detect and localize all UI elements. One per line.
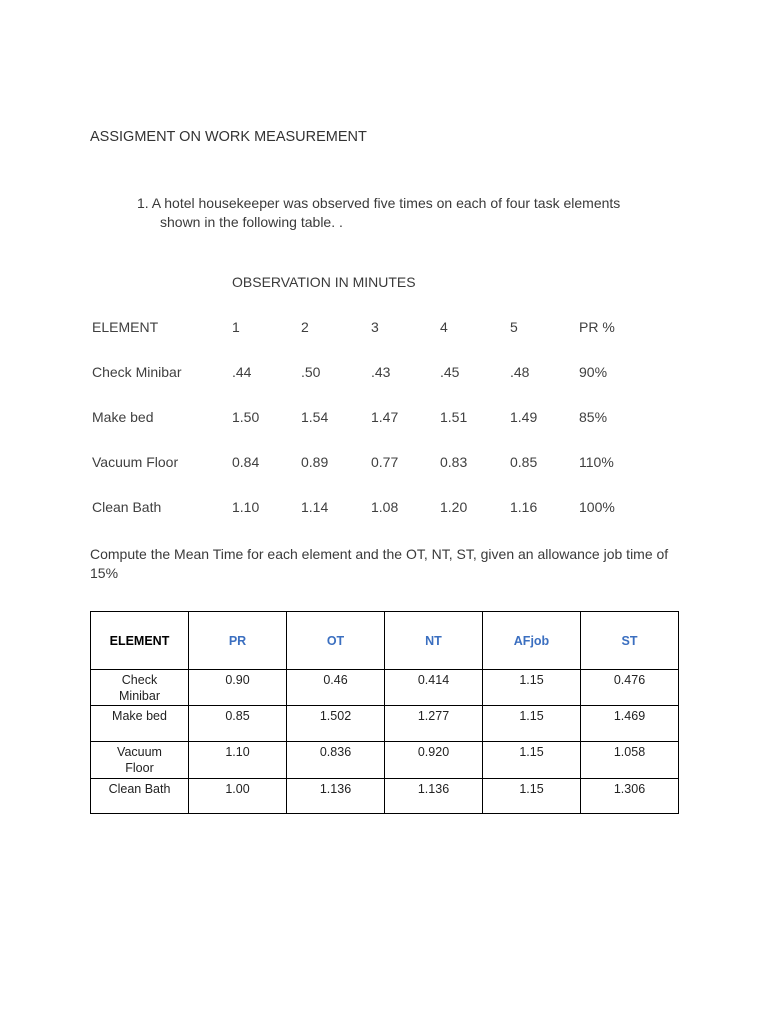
results-cell: 1.058	[581, 742, 679, 779]
results-cell: 1.00	[189, 779, 287, 814]
results-header-row	[91, 612, 679, 670]
obs-cell: 1.47	[371, 409, 399, 425]
results-cell: 0.46	[287, 670, 385, 706]
obs-cell-element: Make bed	[92, 409, 154, 425]
obs-cell: .50	[301, 364, 321, 380]
results-cell-element: Clean Bath	[91, 779, 189, 814]
obs-cell-element: Vacuum Floor	[92, 454, 179, 470]
results-cell: 0.920	[385, 742, 483, 779]
obs-cell: 1.54	[301, 409, 329, 425]
results-cell-element	[91, 670, 189, 706]
obs-cell: 0.89	[301, 454, 329, 470]
obs-cell: 0.83	[440, 454, 468, 470]
obs-cell: 0.77	[371, 454, 399, 470]
results-cell: 1.136	[385, 779, 483, 814]
results-header-st: ST	[581, 612, 679, 670]
results-cell: 1.277	[385, 706, 483, 742]
results-header-afjob: AFjob	[483, 612, 581, 670]
question-line-2: shown in the following table. .	[160, 214, 343, 230]
obs-header-2: 2	[301, 319, 309, 335]
obs-cell: .45	[440, 364, 460, 380]
results-cell: 1.15	[483, 670, 581, 706]
obs-header-1: 1	[232, 319, 240, 335]
obs-cell: .43	[371, 364, 391, 380]
obs-cell: 1.50	[232, 409, 260, 425]
results-cell: 0.90	[189, 670, 287, 706]
results-header-ot: OT	[287, 612, 385, 670]
results-cell: 0.836	[287, 742, 385, 779]
obs-cell: 0.85	[510, 454, 538, 470]
results-cell: 1.469	[581, 706, 679, 742]
results-table	[90, 611, 679, 814]
results-cell: 1.502	[287, 706, 385, 742]
results-header-element: ELEMENT	[91, 612, 189, 670]
obs-cell: 0.84	[232, 454, 260, 470]
obs-cell: 1.20	[440, 499, 468, 515]
results-cell: 1.15	[483, 779, 581, 814]
results-cell-element	[91, 742, 189, 779]
results-cell: 0.414	[385, 670, 483, 706]
table-row	[91, 742, 679, 779]
obs-cell-pr: 90%	[579, 364, 608, 380]
results-header-nt: NT	[385, 612, 483, 670]
obs-cell: .44	[232, 364, 252, 380]
obs-cell: .48	[510, 364, 530, 380]
obs-cell-element: Clean Bath	[92, 499, 162, 515]
document-title: ASSIGMENT ON WORK MEASUREMENT	[90, 129, 367, 145]
obs-cell-element: Check Minibar	[92, 364, 182, 380]
obs-header-element: ELEMENT	[92, 319, 159, 335]
compute-instruction: Compute the Mean Time for each element and the OT, NT, ST, given an allowance job time of 15%	[90, 546, 669, 581]
question-line-1: 1. A hotel housekeeper was observed five times on each of four task elements	[137, 195, 621, 211]
results-cell-element: Make bed	[91, 706, 189, 742]
table-row	[91, 670, 679, 706]
obs-cell: 1.10	[232, 499, 260, 515]
results-cell: 0.85	[189, 706, 287, 742]
obs-cell: 1.14	[301, 499, 329, 515]
obs-cell-pr: 85%	[579, 409, 608, 425]
obs-cell: 1.51	[440, 409, 468, 425]
obs-cell-pr: 100%	[579, 499, 615, 515]
results-header-pr: PR	[189, 612, 287, 670]
results-cell: 0.476	[581, 670, 679, 706]
results-cell: 1.10	[189, 742, 287, 779]
obs-header-3: 3	[371, 319, 379, 335]
results-cell: 1.15	[483, 706, 581, 742]
obs-cell: 1.08	[371, 499, 399, 515]
element-name: Check Minibar	[119, 673, 160, 703]
results-cell: 1.15	[483, 742, 581, 779]
obs-cell-pr: 110%	[579, 454, 614, 470]
obs-header-4: 4	[440, 319, 448, 335]
obs-cell: 1.16	[510, 499, 538, 515]
table-row	[91, 779, 679, 814]
element-name: Vacuum Floor	[117, 745, 162, 775]
obs-cell: 1.49	[510, 409, 538, 425]
obs-header-pr: PR %	[579, 319, 615, 335]
results-cell: 1.136	[287, 779, 385, 814]
observation-heading: OBSERVATION IN MINUTES	[232, 274, 416, 290]
obs-header-5: 5	[510, 319, 518, 335]
results-cell: 1.306	[581, 779, 679, 814]
table-row	[91, 706, 679, 742]
